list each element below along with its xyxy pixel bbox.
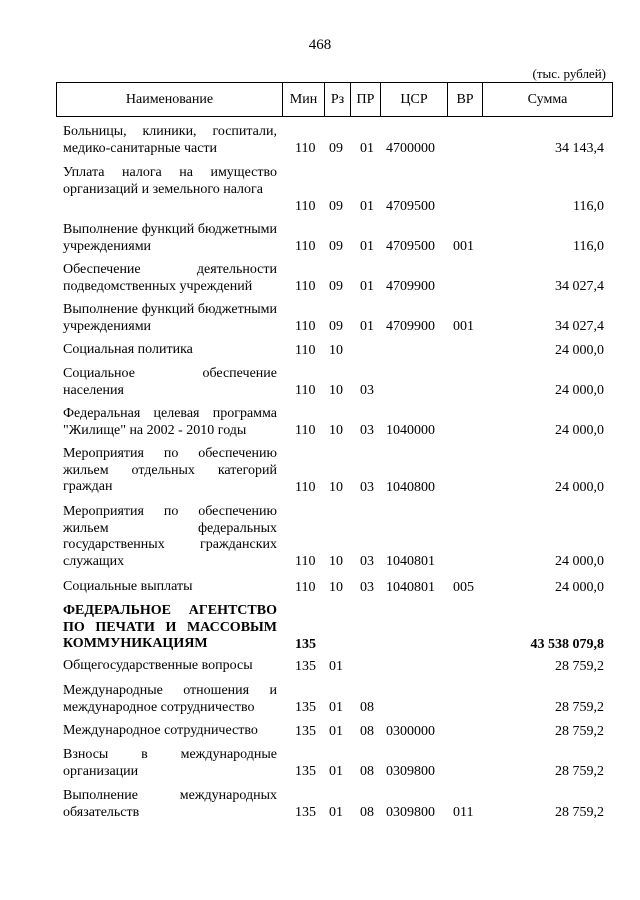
row-pr: 01 [360, 238, 374, 254]
row-min: 135 [295, 723, 316, 739]
row-rz: 09 [329, 198, 343, 214]
row-name: Социальная политика [63, 342, 193, 357]
row-name: Международное сотрудничество [63, 723, 258, 738]
header-pr: ПР [351, 83, 381, 117]
row-csr: 1040800 [386, 479, 435, 495]
row-name: Международные отношения и международное сотрудничество [63, 683, 277, 715]
row-min: 110 [295, 238, 316, 254]
table-row [63, 342, 604, 359]
row-pr: 03 [360, 579, 374, 595]
row-rz: 10 [329, 479, 343, 495]
row-min: 135 [295, 658, 316, 674]
table-row [63, 366, 604, 399]
row-min: 110 [295, 422, 316, 438]
row-pr: 01 [360, 278, 374, 294]
row-min: 110 [295, 198, 316, 214]
row-rz: 09 [329, 140, 343, 156]
units-label: (тыс. рублей) [532, 66, 606, 81]
row-sum: 34 143,4 [555, 140, 604, 156]
row-sum: 28 759,2 [555, 658, 604, 674]
row-csr: 4709500 [386, 198, 435, 214]
row-pr: 03 [360, 479, 374, 495]
row-rz: 01 [329, 699, 343, 715]
row-min: 110 [295, 342, 316, 358]
header-name: Наименование [57, 83, 283, 117]
row-min: 135 [295, 804, 316, 820]
row-sum: 28 759,2 [555, 723, 604, 739]
table-row [63, 683, 604, 716]
row-min: 110 [295, 318, 316, 334]
row-csr: 0309800 [386, 804, 435, 820]
row-rz: 01 [329, 763, 343, 779]
row-rz: 10 [329, 579, 343, 595]
row-vr: 001 [453, 238, 474, 254]
row-min: 135 [295, 636, 316, 652]
row-min: 110 [295, 553, 316, 569]
row-pr: 01 [360, 198, 374, 214]
table-row [63, 262, 604, 295]
row-pr: 08 [360, 699, 374, 715]
row-min: 110 [295, 479, 316, 495]
row-name: Мероприятия по обеспечению жильем отдельных категорий граждан [63, 446, 277, 494]
row-vr: 011 [453, 804, 474, 820]
table-row [63, 124, 604, 157]
row-rz: 10 [329, 422, 343, 438]
row-pr: 01 [360, 140, 374, 156]
row-csr: 1040801 [386, 553, 435, 569]
row-sum: 28 759,2 [555, 763, 604, 779]
row-name: Выполнение международных обязательств [63, 788, 277, 820]
row-min: 135 [295, 763, 316, 779]
row-vr: 005 [453, 579, 474, 595]
header-rz: Рз [325, 83, 351, 117]
row-min: 135 [295, 699, 316, 715]
row-name: Социальное обеспечение населения [63, 366, 277, 398]
row-sum: 24 000,0 [555, 579, 604, 595]
row-pr: 03 [360, 382, 374, 398]
row-name: Федеральная целевая программа "Жилище" на 2002 - 2010 годы [63, 406, 277, 438]
table-row [63, 302, 604, 335]
row-min: 110 [295, 278, 316, 294]
row-name: Взносы в международные организации [63, 747, 277, 779]
row-name: Больницы, клиники, госпитали, медико-санитарные части [63, 124, 277, 156]
row-name: Уплата налога на имущество организаций и земельного налога [63, 165, 277, 197]
header-vr: ВР [448, 83, 483, 117]
table-row [63, 747, 604, 780]
table-row [63, 406, 604, 439]
table-row [63, 165, 604, 215]
row-rz: 01 [329, 723, 343, 739]
row-rz: 09 [329, 318, 343, 334]
row-name: Выполнение функций бюджетными учреждениями [63, 222, 277, 254]
row-pr: 08 [360, 804, 374, 820]
row-min: 110 [295, 579, 316, 595]
table-row [63, 579, 604, 596]
row-vr: 001 [453, 318, 474, 334]
row-pr: 08 [360, 723, 374, 739]
row-csr: 4700000 [386, 140, 435, 156]
row-name: Общегосударственные вопросы [63, 658, 253, 673]
row-sum: 28 759,2 [555, 804, 604, 820]
row-csr: 4709900 [386, 318, 435, 334]
row-rz: 09 [329, 278, 343, 294]
table-row [63, 446, 604, 496]
row-sum: 116,0 [573, 198, 604, 214]
table-header [56, 82, 613, 117]
row-sum: 34 027,4 [555, 278, 604, 294]
header-sum: Сумма [483, 83, 613, 117]
row-min: 110 [295, 140, 316, 156]
row-pr: 01 [360, 318, 374, 334]
row-pr: 03 [360, 553, 374, 569]
row-rz: 10 [329, 382, 343, 398]
row-csr: 4709500 [386, 238, 435, 254]
row-name: Мероприятия по обеспечению жильем федеральных государственных гражданских служащих [63, 504, 277, 569]
row-csr: 0300000 [386, 723, 435, 739]
row-sum: 43 538 079,8 [530, 636, 604, 652]
row-sum: 24 000,0 [555, 382, 604, 398]
row-name: Обеспечение деятельности подведомственных учреждений [63, 262, 277, 294]
row-min: 110 [295, 382, 316, 398]
row-sum: 116,0 [573, 238, 604, 254]
table-row [63, 658, 604, 675]
table-row [63, 603, 604, 653]
row-sum: 34 027,4 [555, 318, 604, 334]
table-row [63, 723, 604, 740]
table-row [63, 504, 604, 570]
row-sum: 24 000,0 [555, 342, 604, 358]
row-sum: 24 000,0 [555, 422, 604, 438]
row-pr: 03 [360, 422, 374, 438]
row-pr: 08 [360, 763, 374, 779]
row-name: Выполнение функций бюджетными учреждениями [63, 302, 277, 334]
row-sum: 28 759,2 [555, 699, 604, 715]
row-csr: 1040801 [386, 579, 435, 595]
row-rz: 01 [329, 804, 343, 820]
row-csr: 0309800 [386, 763, 435, 779]
page-number: 468 [308, 37, 332, 53]
table-row [63, 222, 604, 255]
row-csr: 1040000 [386, 422, 435, 438]
header-csr: ЦСР [381, 83, 448, 117]
row-rz: 09 [329, 238, 343, 254]
row-csr: 4709900 [386, 278, 435, 294]
row-name: ФЕДЕРАЛЬНОЕ АГЕНТСТВО ПО ПЕЧАТИ И МАССОВЫМ КОММУНИКАЦИЯМ [63, 603, 277, 651]
row-rz: 01 [329, 658, 343, 674]
header-min: Мин [283, 83, 325, 117]
table-row [63, 788, 604, 821]
row-sum: 24 000,0 [555, 553, 604, 569]
row-sum: 24 000,0 [555, 479, 604, 495]
row-rz: 10 [329, 553, 343, 569]
row-rz: 10 [329, 342, 343, 358]
row-name: Социальные выплаты [63, 579, 193, 594]
